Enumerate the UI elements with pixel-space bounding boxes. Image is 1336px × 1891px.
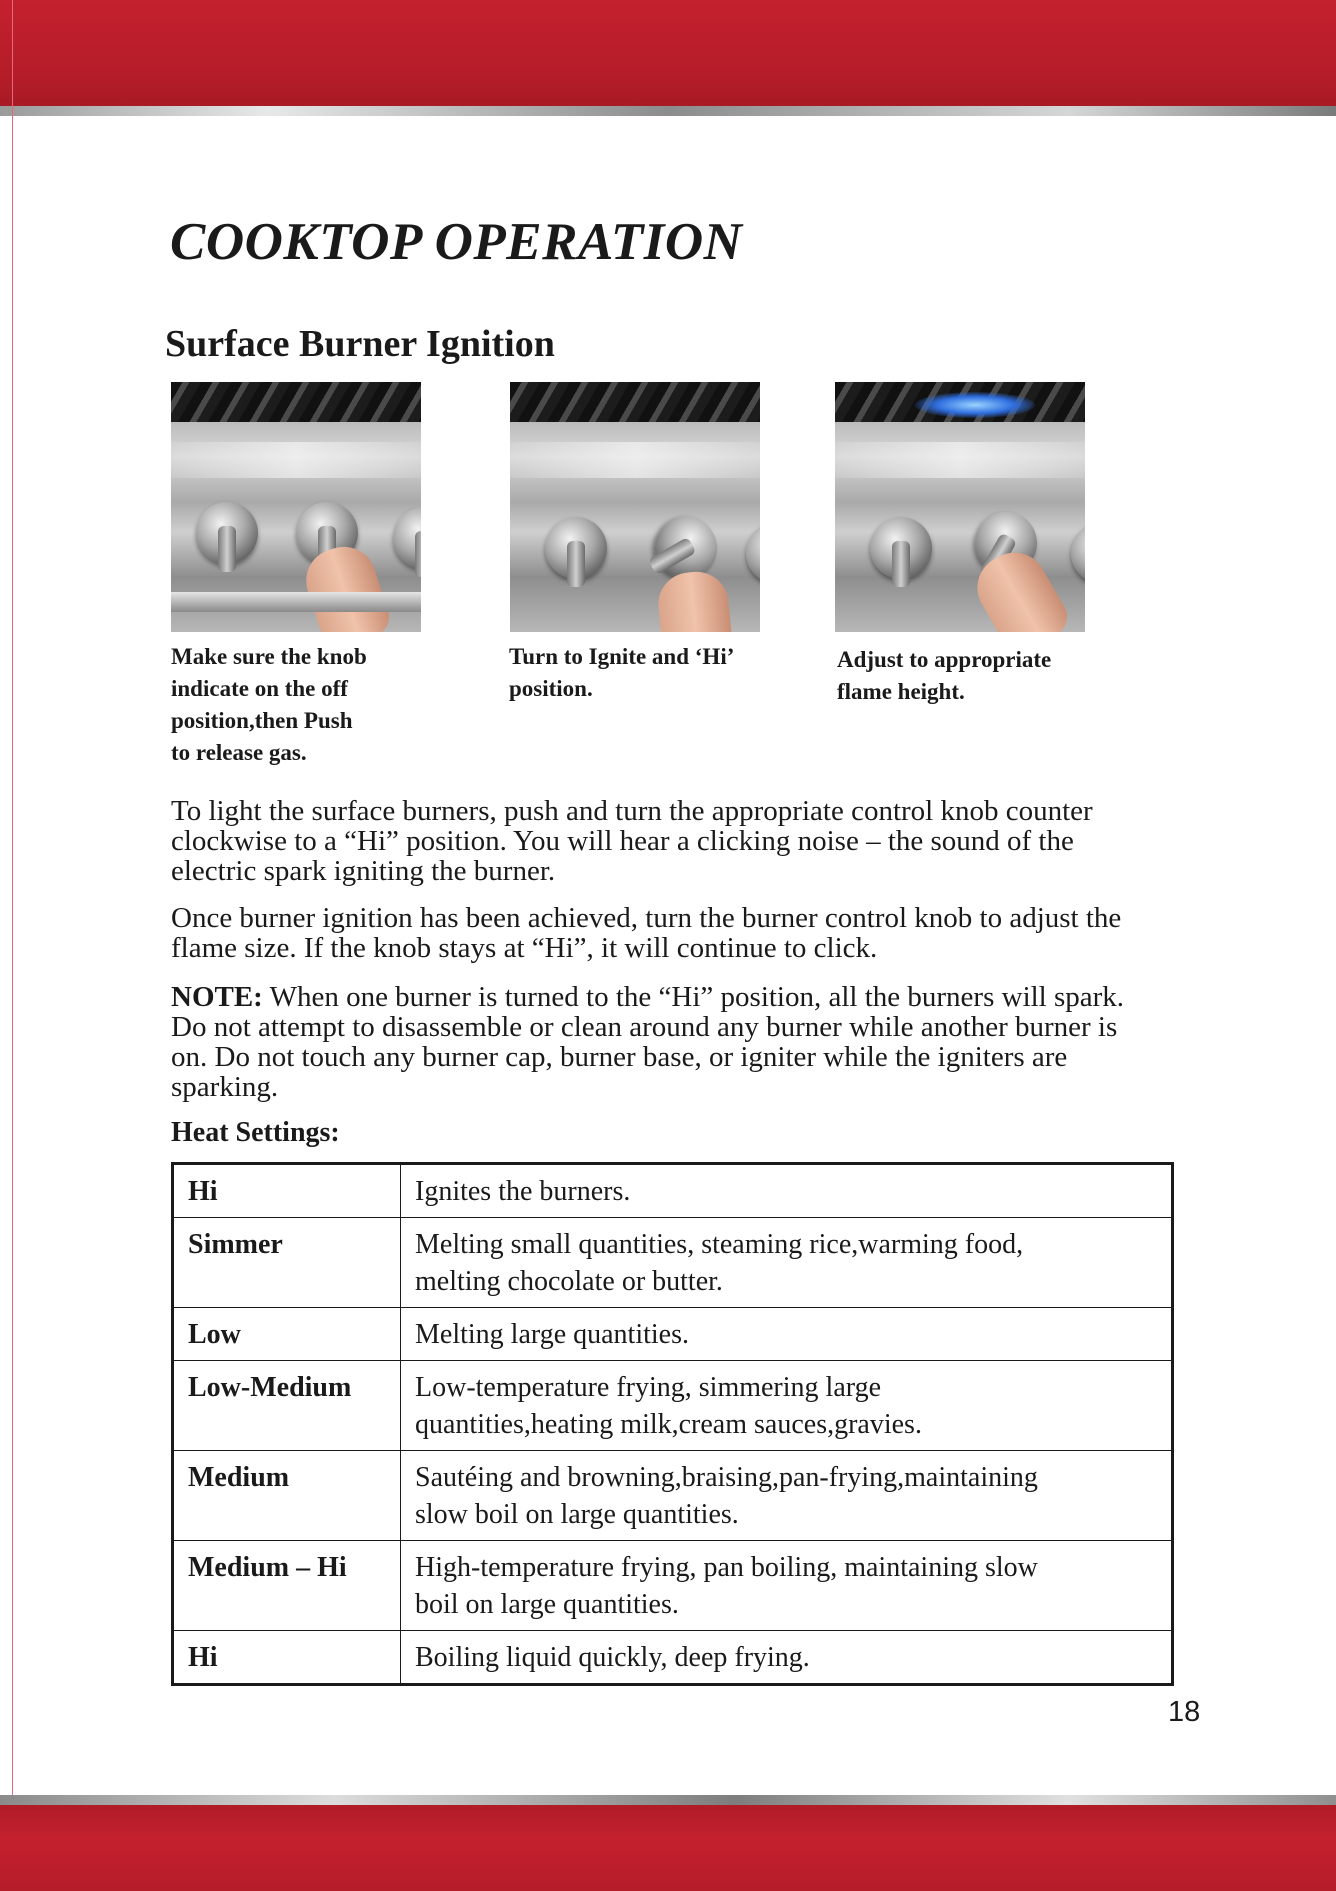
step-1-photo	[171, 382, 421, 632]
step-2-photo	[510, 382, 760, 632]
description-cell: Boiling liquid quickly, deep frying.	[401, 1631, 1173, 1685]
flame-size-paragraph: Once burner ignition has been achieved, turn the burner control knob to adjust the flame size. If the knob stays at “Hi”, it will continue to click.	[171, 902, 1122, 964]
step-2-caption: Turn to Ignite and ‘Hi’ position.	[509, 644, 735, 701]
setting-cell: Hi	[173, 1631, 401, 1685]
step-1-caption: Make sure the knob indicate on the off position,then Push to release gas.	[171, 644, 367, 765]
setting-cell: Low	[173, 1308, 401, 1361]
table-row	[173, 1361, 1173, 1451]
heat-settings-title: Heat Settings:	[171, 1117, 340, 1148]
section-subtitle: Surface Burner Ignition	[165, 323, 555, 365]
burner-flame	[915, 392, 1035, 418]
ignition-paragraph: To light the surface burners, push and turn the appropriate control knob counter clockwise to a “Hi” position. You will hear a clicking noise – the sound of the electric spark igniting the burner.	[171, 795, 1093, 887]
description-cell: Sautéing and browning,braising,pan-frying,maintaining slow boil on large quantities.	[401, 1451, 1173, 1541]
setting-cell: Medium	[173, 1451, 401, 1541]
control-knob	[746, 522, 760, 584]
description-cell: Ignites the burners.	[401, 1164, 1173, 1218]
table-row	[173, 1631, 1173, 1685]
footer-band-edge	[0, 1795, 1336, 1805]
note-label: NOTE:	[171, 981, 263, 1013]
heat-settings-table	[171, 1162, 1174, 1686]
header-band-edge	[0, 106, 1336, 116]
setting-cell: Low-Medium	[173, 1361, 401, 1451]
table-row	[173, 1218, 1173, 1308]
control-knob	[196, 502, 258, 564]
table-row	[173, 1308, 1173, 1361]
table-row	[173, 1541, 1173, 1631]
description-cell: Melting small quantities, steaming rice,warming food, melting chocolate or butter.	[401, 1218, 1173, 1308]
page-edge-line	[12, 0, 13, 1891]
description-cell: Melting large quantities.	[401, 1308, 1173, 1361]
header-band	[0, 0, 1336, 106]
control-knob	[870, 517, 932, 579]
page-title: COOKTOP OPERATION	[170, 213, 743, 271]
control-knob	[545, 517, 607, 579]
step-3-caption: Adjust to appropriate flame height.	[837, 647, 1052, 704]
table-row	[173, 1451, 1173, 1541]
hand	[655, 569, 735, 632]
control-knob	[393, 507, 421, 569]
note-paragraph: NOTE: When one burner is turned to the “Hi” position, all the burners will spark. Do not attempt to disassemble or clean around any burner while another burner is on. Do not touch any burner cap, burner base, or igniter while the igniters are sparking.	[171, 981, 1125, 1103]
setting-cell: Hi	[173, 1164, 401, 1218]
control-knob	[1071, 522, 1085, 584]
description-cell: Low-temperature frying, simmering large quantities,heating milk,cream sauces,gravies.	[401, 1361, 1173, 1451]
page-number: 18	[1168, 1696, 1201, 1728]
description-cell: High-temperature frying, pan boiling, maintaining slow boil on large quantities.	[401, 1541, 1173, 1631]
step-3-photo	[835, 382, 1085, 632]
setting-cell: Medium – Hi	[173, 1541, 401, 1631]
setting-cell: Simmer	[173, 1218, 401, 1308]
table-row	[173, 1164, 1173, 1218]
footer-band	[0, 1805, 1336, 1891]
